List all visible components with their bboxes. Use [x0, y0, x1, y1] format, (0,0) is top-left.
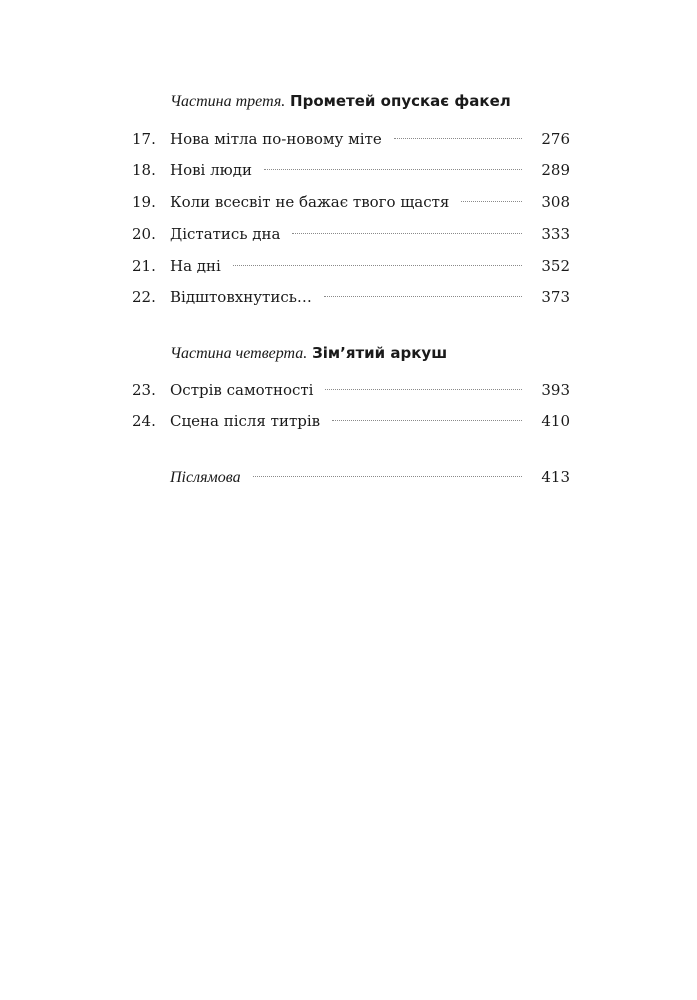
page-number: 333	[541, 225, 570, 243]
toc-entry-18[interactable]	[132, 159, 570, 181]
chapter-number: 23.	[132, 381, 156, 399]
dot-leader	[292, 232, 522, 234]
chapter-number: 20.	[132, 225, 156, 243]
dot-leader	[332, 419, 522, 421]
page-number: 393	[541, 381, 570, 399]
part-three-heading	[170, 91, 511, 112]
chapter-number: 18.	[132, 161, 156, 179]
page-number: 289	[541, 161, 570, 179]
page-number: 410	[541, 412, 570, 430]
dot-leader	[325, 388, 522, 390]
toc-entry-24[interactable]	[132, 410, 570, 432]
page-number: 413	[541, 468, 570, 486]
chapter-number: 19.	[132, 193, 156, 211]
chapter-number: 17.	[132, 130, 156, 148]
toc-entry-22[interactable]	[132, 286, 570, 308]
part-four-title: Зім’ятий аркуш	[312, 344, 448, 362]
page-number: 352	[541, 257, 570, 275]
dot-leader	[233, 264, 522, 266]
chapter-title: Дістатись дна	[170, 225, 281, 243]
toc-entry-23[interactable]	[132, 379, 570, 401]
part-three-title: Прометей опускає факел	[290, 92, 511, 110]
chapter-title: Сцена після титрів	[170, 412, 321, 430]
chapter-title: Нова мітла по-новому міте	[170, 130, 382, 148]
chapter-title: Коли всесвіт не бажає твого щастя	[170, 193, 450, 211]
page-number: 276	[541, 130, 570, 148]
chapter-title: Відштовхнутись…	[170, 288, 312, 306]
part-three-prefix: Частина третя.	[170, 93, 286, 110]
dot-leader	[461, 200, 522, 202]
chapter-number: 21.	[132, 257, 156, 275]
toc-entry-21[interactable]	[132, 255, 570, 277]
dot-leader	[394, 137, 522, 139]
part-four-heading	[170, 343, 447, 364]
dot-leader	[253, 475, 522, 477]
page-number: 373	[541, 288, 570, 306]
part-four-prefix: Частина четверта.	[170, 345, 308, 362]
chapter-title: На дні	[170, 257, 221, 275]
chapter-title: Нові люди	[170, 161, 252, 179]
page-number: 308	[541, 193, 570, 211]
dot-leader	[324, 295, 522, 297]
chapter-number: 22.	[132, 288, 156, 306]
toc-entry-20[interactable]	[132, 223, 570, 245]
afterword-title: Післямова	[170, 469, 241, 486]
toc-entry-afterword[interactable]	[132, 466, 570, 488]
dot-leader	[264, 168, 522, 170]
toc-entry-19[interactable]	[132, 191, 570, 213]
chapter-title: Острів самотності	[170, 381, 314, 399]
chapter-number: 24.	[132, 412, 156, 430]
toc-entry-17[interactable]	[132, 128, 570, 150]
